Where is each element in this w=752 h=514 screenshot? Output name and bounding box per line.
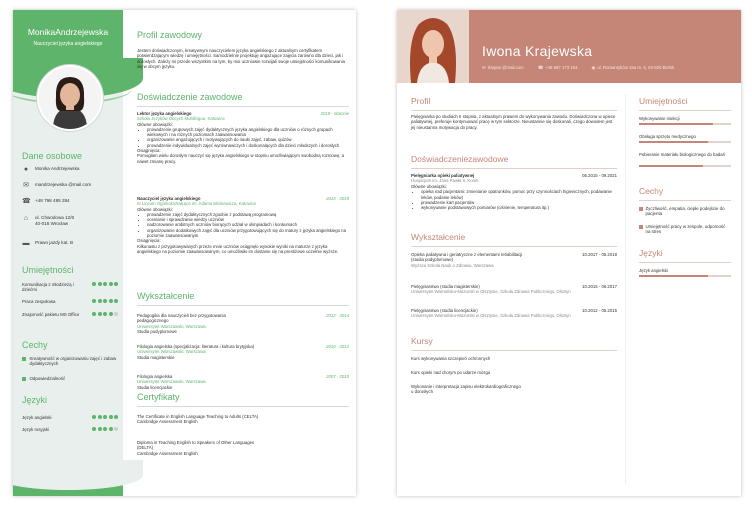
contact-text: ul. Romantyków 15a m. 6, 63-820 Bielsk [597,65,675,70]
rating-dot [98,299,102,303]
language-label: Język angielski [639,268,668,273]
education-rule [411,246,617,247]
education-dates: 10.2015 - 06.2017 [582,284,617,289]
experience-entry [137,111,349,164]
certificate-title: The Certificate in English Language Teaching to Adults (CELTA) [137,414,259,419]
entry-header [411,252,617,263]
job-dates: 2019 - obecnie [320,111,349,116]
qualities-rule [639,200,731,201]
school-name: Uniwersytet Warmińsko-Mazurski w Olsztynie, Szkoła Zdrowia Publicznego, Olsztyn [411,289,571,295]
study-level: Studia licencjackie [137,384,173,390]
pin-icon: ◉ [591,65,596,70]
qualities-heading: Cechy [639,186,664,196]
mail-icon: ✉ [23,182,29,189]
rating-dot [103,312,107,316]
courses-heading: Kursy [411,336,433,346]
rating-dot [98,312,102,316]
phone-icon: ☎ [22,198,31,205]
school-name: Uniwersytet Warszawski, Warszawa [137,323,206,329]
quality-text: Odpowiedzialność [29,376,66,381]
education-heading: Wykształcenie [137,291,195,301]
contact-heading: Dane osobowe [22,151,83,161]
skill-label: Pobieranie materiału biologicznego do badań [639,152,725,157]
rating-dot [109,282,113,286]
footer-curve [13,460,143,490]
duty-item: • prowadzenie kart pacjentów [421,200,617,205]
employer: Hospicjum im. Jana Pawła II, Konin [411,178,479,184]
rating-dot [103,427,107,431]
contact-item [22,198,70,205]
contact-text: +48 687 173 164 [545,65,578,70]
rating-dot [114,415,118,419]
skill-bar [639,165,731,167]
rating-dot [103,415,107,419]
achievements-label: Osiągnięcia: [137,238,161,244]
rating-dot [103,282,107,286]
quality-text: Życzliwość, empatia, ciepłe podejście do pacjenta [645,206,725,217]
employer: III Liceum Ogólnokształcące im. Adama Mickiewicza, Katowice [137,201,257,207]
quality-item [22,376,118,381]
education-rule [137,305,349,306]
study-level: Studia magisterskie [137,354,175,360]
bullet-square [639,207,643,211]
cv-monika-page [13,10,356,496]
job-title: Pielęgniarka opieki paliatywnej [411,173,475,178]
skill-rating [92,312,118,317]
contact-text: Monika Andrzejewska [35,166,80,171]
contact-item [22,182,91,189]
duty-item: • organizowanie dodatkowych zajęć dla uczniów przygotowujących się do matury z języka angielskiego na poziomie zaawansowanym [147,228,349,239]
degree-title: Filologia angielska [137,374,173,379]
duty-item: • nadzorowanie ambitnych uczniów biorących udział w olimpiadach i konkursach [147,222,349,227]
education-dates: 2012 - 2014 [326,313,349,318]
degree-title: Filologia angielska (specjalizacja: literatura i kultura brytyjska) [137,344,255,349]
languages-rule [639,262,731,263]
language-item [22,415,118,420]
duty-item: • prowadzenie indywidualnych zajęć wyrównawczych i doskonalących dla dzieci młodszych i dorosłych [147,143,349,148]
skill-label: Praca zespołowa [22,299,56,304]
skill-bar [639,141,731,143]
experience-entry [411,173,617,211]
contact-item [591,65,674,71]
skill-rating [92,282,118,293]
person-subtitle: Nauczyciel języka angielskiego [33,41,103,47]
education-entry [411,284,617,295]
phone-icon: ☎ [537,65,544,70]
profile-photo [397,10,469,83]
profile-text: Jestem doświadczonym, kreatywnym nauczycielem języka angielskiego z aktualnym certyfikatem potwierdzającym wiedzę i umiejętności. Samodzielnie projektuję angażujące zajęcia zarówno dla dzieci, jak i dorosłych. Zależy mi przede wszystkim na tym, by moi uczniowie rozwijali swoje umiejętności komunikowania się w obcym języku. [137,48,345,69]
contact-text: +48 798 495 284 [35,198,70,203]
experience-entry [137,196,349,254]
bullet-square [22,377,26,381]
contact-item [22,215,74,227]
contact-text: ul. Chwodowa 12/6 40-016 Wrocław [35,215,75,226]
job-title: Nauczyciel języka angielskiego [137,196,201,201]
profile-heading: Profil zawodowy [137,30,203,40]
education-entry [137,374,349,390]
languages-heading: Języki [639,248,663,258]
course-item: Kurs opieki nad chorym po udarze mózgu [411,370,491,375]
education-heading: Wykształcenie [411,232,466,242]
skill-bar [639,123,731,125]
contact-item [538,65,578,71]
profile-heading: Profil [411,96,431,106]
duty-item: • opieka nad pacjentami: zmienianie opatrunków, pomoc przy czynnościach higienicznych, podawanie leków, podanie leków) [421,189,617,200]
language-rating [92,415,118,420]
duty-item: • organizowanie angażujących i motywujących do nauki zajęć, zabaw, quizów [147,137,349,142]
experience-rule [411,168,617,169]
achievements-text: Pomogłam wielu dorosłym nauczyć się języka angielskiego w stopniu umożliwiającym swobodną rozmowę, a nawet zmianę pracy. [137,153,345,164]
degree-title: Pielęgniarstwo (studia magisterskie) [411,284,480,289]
course-item: Wykonanie i interpretacja zapisu elektrokardiograficznego u dorosłych [411,384,521,395]
duties-list [137,127,349,148]
language-item [22,427,118,432]
skill-rating [92,299,118,304]
skill-bar-fill [639,165,703,167]
school-name: Uniwersytet Warmińsko-Mazurski w Olsztynie, Szkoła Zdrowia Publicznego, Olsztyn [411,313,571,319]
contact-item [22,240,73,247]
certificate-entry [137,440,267,456]
duties-label: Główne obowiązki: [411,183,447,189]
duty-item: • ocenianie i sprawdzanie wiedzy uczniów [147,217,349,222]
contact-row [482,65,674,71]
car-icon: ▬ [22,240,30,247]
duty-item: • prowadzenie zajęć dydaktycznych zgodnie z podstawą programową [147,212,349,217]
column-divider [625,94,626,484]
course-item: Kurs wykonywania szczepień ochronnych [411,356,491,361]
duties-list [411,189,617,211]
achievements-label: Osiągnięcia: [137,148,161,154]
skill-label: Komunikacja z młodzieżą i dziećmi [22,282,74,293]
contact-item [22,166,79,173]
duties-list [137,212,349,238]
language-label: Język rosyjski [22,427,50,432]
rating-dot [92,282,96,286]
skills-rule [639,110,731,111]
certificates-rule [137,406,349,407]
rating-dot [109,427,113,431]
education-dates: 2010 - 2012 [326,344,349,349]
duties-label: Główne obowiązki: [137,206,173,212]
skill-label: Znajomość pakietu MS Office [22,312,80,317]
experience-heading: Doświadczenie zawodowe [137,92,243,102]
skill-bar-fill [639,123,713,125]
experience-heading: Doświadczeniezawodowe [411,154,509,164]
school-name: Wyższa Szkoła Nauk o Zdrowiu, Warszawa [411,262,494,268]
rating-dot [98,415,102,419]
rating-dot [114,312,118,316]
person-name: Iwona Krajewska [482,43,593,59]
skill-bar-fill [639,141,708,143]
mail-icon: ✉ [482,65,486,70]
certificate-entry [137,414,267,425]
quality-text: Kreatywność w organizowaniu zajęć i zabaw dydaktycznych [29,356,117,367]
profile-photo [37,65,103,131]
skill-item [22,312,118,317]
quality-item [639,224,731,235]
rating-dot [98,427,102,431]
rating-dot [92,312,96,316]
contact-item [482,65,524,71]
certificate-issuer: Cambridge Assessment English [137,450,198,456]
skill-item [22,299,118,304]
job-dates: 2015 - 2019 [326,196,349,201]
rating-dot [92,299,96,303]
rating-dot [92,427,96,431]
skill-item [22,282,118,293]
rating-dot [103,299,107,303]
language-rating [92,427,118,432]
duty-item: • prowadzenie grupowych zajęć dydaktycznych języka angielskiego dla uczniów o różnych grupach wiekowych i na różnych poziomach zaawansowania [147,127,349,138]
job-title: Lektor języka angielskiego [137,111,192,116]
education-entry [411,308,617,319]
entry-header [137,313,349,324]
achievements-text: Kilkunastu z przygotowywanych przeze mnie uczniów osiągnęło wysokie wyniki na maturze z języka angielskiego na poziomie zaawansowanym, co umożliwiło im dostanie się na prestiżowe uczelnie wyższe. [137,243,339,254]
education-dates: 2007 - 2010 [326,374,349,379]
user-icon: ● [23,166,29,173]
rating-dot [109,312,113,316]
language-label: Język angielski [22,415,52,420]
cv-iwona-page [397,10,741,496]
rating-dot [114,282,118,286]
duties-label: Główne obowiązki: [137,121,173,127]
quality-item [22,356,118,367]
bullet-square [639,225,643,229]
quality-text: Umiejętność pracy w zespole, odporność na stres [645,224,726,235]
bullet-square [22,357,26,361]
certificate-title: Diploma in Teaching English to Speakers of Other Languages (DELTA) [137,440,255,451]
qualities-heading: Cechy [22,340,48,350]
skill-label: Wykonywanie iniekcji [639,116,680,121]
contact-text: mandrzejewska @mail.com [35,182,92,187]
school-name: Uniwersytet Warszawski, Warszawa [137,349,206,355]
languages-heading: Języki [22,395,48,405]
profile-rule [411,110,617,111]
contact-text: Prawo jazdy kat. B [35,240,74,245]
contact-text: ikrajew @mail.com [487,65,524,70]
job-dates: 05.2015 - 09.2021 [582,173,617,178]
education-dates: 10.2012 - 05.2015 [582,308,617,313]
language-bar-fill [639,275,708,277]
rating-dot [114,299,118,303]
duty-item: • wykonywanie podstawowych pomiarów (ciśnienie, temperatura itp.) [421,205,617,210]
rating-dot [114,427,118,431]
employer: Szkoła Języków Obcych Multilingua, Katowice [137,116,225,122]
person-name: MonikaAndrzejewska [27,27,109,37]
study-level: Studia podyplomowe [137,328,177,334]
rating-dot [109,415,113,419]
education-entry [411,252,617,268]
degree-title: Pedagogika dla nauczycieli bez przygotowania pedagogicznego [137,313,226,324]
courses-rule [411,350,617,351]
school-name: Uniwersytet Warszawski, Warszawa [137,379,206,385]
rating-dot [98,282,102,286]
degree-title: Opieka paliatywna i geriatryczne z elementami rehabilitacji (studia podyplomowe) [411,252,523,263]
language-bar [639,275,731,277]
home-icon: ⌂ [23,215,29,222]
certificate-issuer: Cambridge Assessment English [137,419,198,425]
degree-title: Pielęgniarstwo (studia licencjackie) [411,308,478,313]
skills-heading: Umiejętności [639,96,688,106]
rating-dot [92,415,96,419]
certificates-heading: Certyfikaty [137,392,180,402]
experience-rule [137,106,349,107]
education-entry [137,313,349,334]
profile-text: Pielęgniarka po studiach II stopnia, z aktualnym prawem do wykonywania zawodu. Doświadczona w opiece paliatywnej, preferuje kontynuować pracę w tym sektorze. Nieustannie się doskonali, czego dowodem jest jej nieustanna motywacja do pracy. [411,114,616,130]
quality-item [639,206,731,217]
rating-dot [109,299,113,303]
skills-heading: Umiejętności [22,265,74,275]
skill-label: Obsługa sprzętu medycznego [639,134,696,139]
education-entry [137,344,349,360]
education-dates: 10.2017 - 05.2018 [582,252,617,257]
